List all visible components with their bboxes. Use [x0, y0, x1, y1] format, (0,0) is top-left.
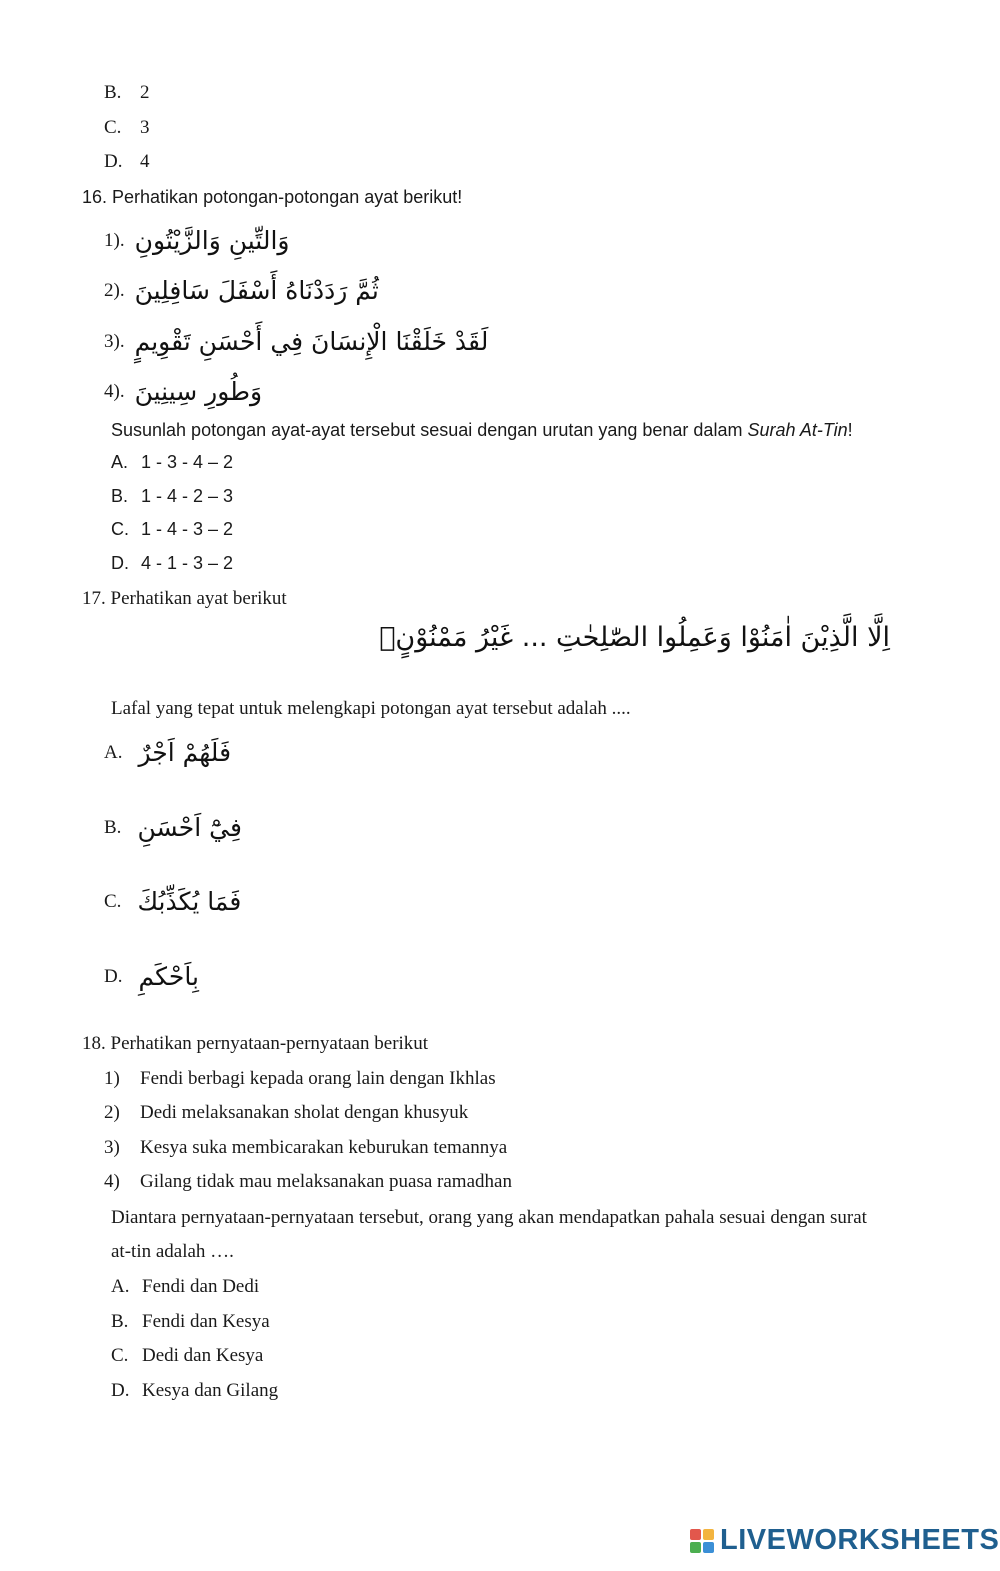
option-text: 1 - 3 - 4 – 2 — [141, 452, 234, 472]
q17-option-c[interactable] — [104, 887, 241, 916]
option-arabic: فَمَا يُكَذِّبُكَ — [137, 887, 242, 916]
q18-option-b[interactable] — [111, 1311, 270, 1333]
option-letter: B. — [111, 486, 129, 506]
option-arabic: فَلَهُمْ اَجْرٌ — [138, 738, 232, 767]
ayat-arabic: وَطُورِ سِينِينَ — [134, 377, 263, 406]
option-text: Kesya dan Gilang — [142, 1380, 279, 1401]
option-text: 2 — [140, 82, 150, 103]
option-letter: A. — [104, 741, 123, 763]
ayat-number: 1). — [104, 229, 125, 251]
q17-question: Lafal yang tepat untuk melengkapi potongan ayat tersebut adalah .... — [111, 698, 631, 719]
q16-option-d[interactable] — [111, 553, 233, 574]
q16-title: 16. Perhatikan potongan-potongan ayat berikut! — [82, 187, 463, 207]
q18-statement-3 — [104, 1137, 507, 1159]
statement-number: 1) — [104, 1068, 120, 1089]
ayat-arabic: ثُمَّ رَدَدْنَاهُ أَسْفَلَ سَافِلِينَ — [134, 276, 379, 305]
surah-name: Surah At-Tin — [747, 420, 848, 440]
logo-square-red — [690, 1529, 701, 1540]
q16-ayat-4 — [104, 377, 262, 406]
option-text: 4 - 1 - 3 – 2 — [141, 553, 234, 573]
q17-title: 17. Perhatikan ayat berikut — [82, 588, 287, 609]
q18-option-c[interactable] — [111, 1345, 263, 1367]
instruction-punct: ! — [847, 420, 853, 440]
q16-ayat-2 — [104, 276, 379, 305]
option-text: 1 - 4 - 3 – 2 — [141, 519, 234, 539]
ayat-number: 3). — [104, 330, 125, 352]
q18-statement-2 — [104, 1102, 468, 1124]
q15-option-b[interactable] — [104, 82, 150, 104]
option-letter: C. — [111, 1345, 129, 1366]
option-text: 3 — [140, 117, 150, 138]
q16-ayat-3 — [104, 327, 488, 356]
statement-number: 2) — [104, 1102, 120, 1123]
q16-option-c[interactable] — [111, 519, 233, 540]
option-letter: C. — [104, 117, 122, 138]
q15-option-c[interactable] — [104, 117, 150, 139]
option-letter: D. — [104, 151, 123, 172]
option-letter: B. — [104, 816, 122, 838]
statement-number: 4) — [104, 1171, 120, 1192]
option-text: Dedi dan Kesya — [142, 1345, 264, 1366]
liveworksheets-logo[interactable] — [690, 1524, 999, 1557]
q18-option-d[interactable] — [111, 1380, 278, 1402]
option-letter: A. — [111, 452, 129, 472]
q18-question-line-1: Diantara pernyataan-pernyataan tersebut, orang yang akan mendapatkan pahala sesuai dengan surat — [111, 1207, 867, 1228]
option-letter: D. — [111, 553, 129, 573]
instruction-text: Susunlah potongan ayat-ayat tersebut sesuai dengan urutan yang benar dalam — [111, 420, 748, 440]
statement-number: 3) — [104, 1137, 120, 1158]
q16-option-b[interactable] — [111, 486, 233, 507]
logo-square-blue — [703, 1542, 714, 1553]
q17-option-b[interactable] — [104, 813, 242, 842]
q17-ayat: اِلَّا الَّذِيْنَ اٰمَنُوْا وَعَمِلُوا الصّٰلِحٰتِ ... غَيْرُ مَمْنُوْنٍۗ — [379, 622, 890, 653]
option-text: Fendi dan Dedi — [142, 1276, 260, 1297]
ayat-number: 2). — [104, 279, 125, 301]
ayat-arabic: وَالتِّينِ وَالزَّيْتُونِ — [134, 226, 290, 255]
liveworksheets-logo-text: LIVEWORKSHEETS — [720, 1524, 1000, 1556]
q18-statement-1 — [104, 1068, 496, 1090]
option-text: 4 — [140, 151, 150, 172]
option-letter: D. — [111, 1380, 130, 1401]
option-letter: C. — [104, 890, 122, 912]
q18-question-line-2: at-tin adalah …. — [111, 1241, 234, 1262]
option-letter: A. — [111, 1276, 130, 1297]
statement-text: Fendi berbagi kepada orang lain dengan Ikhlas — [140, 1068, 496, 1089]
q16-ayat-1 — [104, 226, 290, 255]
option-letter: B. — [111, 1311, 129, 1332]
q15-option-d[interactable] — [104, 151, 150, 173]
option-letter: C. — [111, 519, 129, 539]
statement-text: Kesya suka membicarakan keburukan temannya — [140, 1137, 508, 1158]
q16-option-a[interactable] — [111, 452, 233, 473]
statement-text: Gilang tidak mau melaksanakan puasa ramadhan — [140, 1171, 512, 1192]
q17-option-d[interactable] — [104, 962, 199, 991]
option-arabic: بِاَحْكَمِ — [138, 962, 199, 991]
q18-option-a[interactable] — [111, 1276, 259, 1298]
q18-statement-4 — [104, 1171, 512, 1193]
liveworksheets-logo-icon — [690, 1529, 714, 1553]
q18-title: 18. Perhatikan pernyataan-pernyataan berikut — [82, 1033, 429, 1054]
statement-text: Dedi melaksanakan sholat dengan khusyuk — [140, 1102, 469, 1123]
logo-square-yellow — [703, 1529, 714, 1540]
option-letter: B. — [104, 82, 122, 103]
option-text: Fendi dan Kesya — [142, 1311, 270, 1332]
option-arabic: فِيْٓ اَحْسَنِ — [137, 813, 242, 842]
q16-instruction — [111, 420, 853, 441]
option-letter: D. — [104, 965, 123, 987]
ayat-arabic: لَقَدْ خَلَقْنَا الْإِنسَانَ فِي أَحْسَنِ تَقْوِيمٍ — [134, 327, 489, 356]
logo-square-green — [690, 1542, 701, 1553]
ayat-number: 4). — [104, 380, 125, 402]
q17-option-a[interactable] — [104, 738, 231, 767]
option-text: 1 - 4 - 2 – 3 — [141, 486, 234, 506]
